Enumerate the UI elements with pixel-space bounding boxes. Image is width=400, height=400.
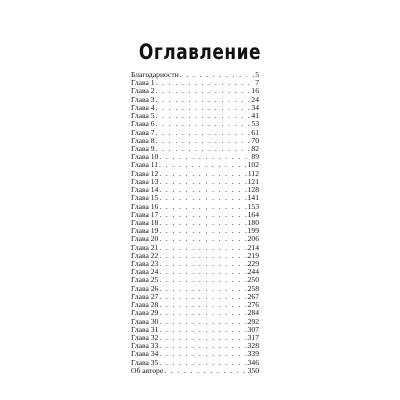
toc-entry-page-number: 346 — [247, 358, 259, 367]
toc-dot-leader — [159, 244, 246, 252]
toc-entry-page-number: 219 — [247, 251, 259, 260]
toc-entry-page-number: 70 — [251, 136, 259, 145]
toc-dot-leader — [159, 219, 246, 227]
toc-entry — [131, 244, 259, 252]
toc-dot-leader — [159, 235, 246, 243]
toc-dot-leader — [159, 194, 246, 202]
toc-entry — [131, 112, 259, 120]
toc-entry-page-number: 258 — [247, 284, 259, 293]
toc-entry-page-number: 112 — [247, 169, 259, 178]
toc-entry-label: Глава 30 — [131, 317, 159, 326]
toc-entry — [131, 252, 259, 260]
toc-dot-leader — [156, 96, 251, 104]
toc-entry — [131, 137, 259, 145]
toc-entry-label: Глава 20 — [131, 235, 159, 244]
toc-entry-page-number: 339 — [247, 350, 259, 359]
toc-entry-page-number: 267 — [247, 292, 259, 301]
toc-entry-page-number: 41 — [251, 112, 259, 121]
toc-entry-page-number: 141 — [247, 194, 259, 203]
toc-entry-label: Глава 29 — [131, 309, 159, 318]
toc-dot-leader — [159, 252, 246, 260]
toc-entry-page-number: 250 — [247, 276, 259, 285]
toc-entry-page-number: 5 — [255, 71, 259, 79]
toc-dot-leader — [159, 334, 246, 342]
toc-dot-leader — [159, 293, 246, 301]
toc-entry — [131, 334, 259, 342]
toc-entry-page-number: 121 — [247, 177, 259, 186]
toc-entry-label: Глава 23 — [131, 260, 159, 269]
toc-dot-leader — [159, 203, 246, 211]
toc-entry-label: Глава 34 — [131, 350, 159, 359]
toc-entry-label: Глава 32 — [131, 334, 159, 342]
toc-entry-label: Глава 12 — [131, 169, 159, 178]
toc-dot-leader — [159, 178, 246, 186]
toc-entry — [131, 268, 259, 276]
toc-dot-leader — [159, 309, 246, 317]
toc-entry-label: Глава 28 — [131, 301, 159, 310]
toc-entry — [131, 235, 259, 243]
toc-entry-page-number: 244 — [247, 268, 259, 277]
toc-entry-page-number: 24 — [251, 95, 259, 104]
toc-entry — [131, 211, 259, 219]
toc-entry — [131, 285, 259, 293]
toc-entry-label: Благодарности — [131, 71, 179, 79]
toc-entry-page-number: 61 — [251, 128, 259, 137]
toc-entry-page-number: 102 — [247, 161, 259, 170]
toc-entry — [131, 178, 259, 186]
toc-entry-label: Глава 11 — [131, 161, 159, 170]
toc-entry-page-number: 328 — [247, 342, 259, 351]
toc-dot-leader — [159, 186, 246, 194]
toc-entry — [131, 350, 259, 358]
toc-entry-label: Глава 8 — [131, 136, 155, 145]
toc-entry-label: Глава 18 — [131, 218, 159, 227]
toc-entry-page-number: 164 — [247, 210, 259, 219]
toc-entry — [131, 161, 259, 169]
toc-entry — [131, 342, 259, 350]
toc-entry — [131, 227, 259, 235]
toc-dot-leader — [159, 153, 250, 161]
toc-entry — [131, 309, 259, 317]
toc-entry-label: Глава 4 — [131, 103, 155, 112]
toc-entry — [131, 129, 259, 137]
toc-dot-leader — [159, 161, 247, 169]
toc-entry — [131, 326, 259, 334]
toc-entry-label: Глава 16 — [131, 202, 159, 211]
toc-entry-page-number: 214 — [247, 243, 259, 252]
toc-dot-leader — [159, 318, 246, 326]
toc-entry — [131, 186, 259, 194]
toc-entry-page-number: 153 — [247, 202, 259, 211]
toc-entry-page-number: 53 — [251, 120, 259, 129]
toc-dot-leader — [156, 120, 251, 128]
toc-entry — [131, 71, 259, 79]
toc-dot-leader — [159, 170, 247, 178]
toc-entry-label: Глава 33 — [131, 342, 159, 351]
toc-entry-label: Глава 2 — [131, 87, 155, 96]
toc-entry — [131, 318, 259, 326]
toc-dot-leader — [156, 137, 251, 145]
toc-entry-label: Глава 9 — [131, 144, 155, 153]
toc-entry — [131, 170, 259, 178]
toc-dot-leader — [159, 342, 246, 350]
toc-entry-label: Глава 14 — [131, 186, 159, 195]
toc-dot-leader — [156, 112, 251, 120]
toc-dot-leader — [159, 301, 246, 309]
toc-entry-page-number: 292 — [247, 317, 259, 326]
toc-entry-label: Глава 31 — [131, 325, 159, 334]
toc-entry-page-number: 82 — [251, 144, 259, 153]
table-of-contents — [131, 71, 259, 375]
toc-dot-leader — [159, 260, 246, 268]
toc-entry-page-number: 7 — [255, 79, 259, 88]
toc-dot-leader — [159, 350, 246, 358]
toc-entry — [131, 276, 259, 284]
toc-dot-leader — [159, 211, 246, 219]
toc-entry — [131, 120, 259, 128]
toc-entry-label: Глава 7 — [131, 128, 155, 137]
toc-entry-label: Глава 13 — [131, 177, 159, 186]
toc-entry-label: Об авторе — [131, 366, 164, 375]
toc-entry — [131, 96, 259, 104]
toc-entry-label: Глава 5 — [131, 112, 155, 121]
toc-dot-leader — [159, 285, 246, 293]
toc-entry — [131, 153, 259, 161]
page-title: Оглавление — [138, 40, 262, 65]
toc-entry-label: Глава 22 — [131, 251, 159, 260]
toc-entry-page-number: 229 — [247, 260, 259, 269]
toc-entry — [131, 367, 259, 375]
toc-entry-page-number: 16 — [251, 87, 259, 96]
toc-entry-label: Глава 26 — [131, 284, 159, 293]
toc-entry-page-number: 89 — [251, 153, 259, 162]
toc-dot-leader — [159, 268, 246, 276]
toc-entry-page-number: 180 — [247, 218, 259, 227]
toc-entry — [131, 87, 259, 95]
toc-entry-label: Глава 27 — [131, 292, 159, 301]
toc-entry-label: Глава 3 — [131, 95, 155, 104]
toc-dot-leader — [180, 71, 254, 79]
toc-entry-page-number: 128 — [247, 186, 259, 195]
toc-entry-page-number: 34 — [251, 103, 259, 112]
toc-entry-label: Глава 17 — [131, 210, 159, 219]
toc-entry-label: Глава 24 — [131, 268, 159, 277]
toc-entry-label: Глава 15 — [131, 194, 159, 203]
toc-entry — [131, 359, 259, 367]
toc-entry-label: Глава 6 — [131, 120, 155, 129]
toc-entry-page-number: 199 — [247, 227, 259, 236]
toc-entry — [131, 260, 259, 268]
toc-dot-leader — [159, 227, 246, 235]
toc-dot-leader — [156, 145, 251, 153]
toc-entry-page-number: 206 — [247, 235, 259, 244]
toc-dot-leader — [159, 326, 246, 334]
toc-entry-label: Глава 35 — [131, 358, 159, 367]
toc-entry-label: Глава 25 — [131, 276, 159, 285]
toc-entry — [131, 293, 259, 301]
toc-entry-page-number: 350 — [247, 366, 259, 375]
toc-entry-label: Глава 10 — [131, 153, 159, 162]
toc-dot-leader — [156, 79, 255, 87]
toc-entry — [131, 219, 259, 227]
toc-entry-label: Глава 19 — [131, 227, 159, 236]
toc-dot-leader — [159, 276, 246, 284]
toc-entry-page-number: 284 — [247, 309, 259, 318]
toc-entry — [131, 194, 259, 202]
toc-entry — [131, 104, 259, 112]
toc-entry — [131, 203, 259, 211]
toc-entry-page-number: 317 — [247, 334, 259, 342]
toc-dot-leader — [164, 367, 246, 375]
toc-dot-leader — [156, 104, 251, 112]
toc-dot-leader — [156, 129, 251, 137]
toc-entry-label: Глава 1 — [131, 79, 155, 88]
toc-dot-leader — [159, 359, 246, 367]
toc-entry — [131, 145, 259, 153]
toc-entry-page-number: 276 — [247, 301, 259, 310]
toc-entry-label: Глава 21 — [131, 243, 159, 252]
toc-entry — [131, 79, 259, 87]
toc-entry-page-number: 307 — [247, 325, 259, 334]
toc-entry — [131, 301, 259, 309]
toc-dot-leader — [156, 87, 251, 95]
